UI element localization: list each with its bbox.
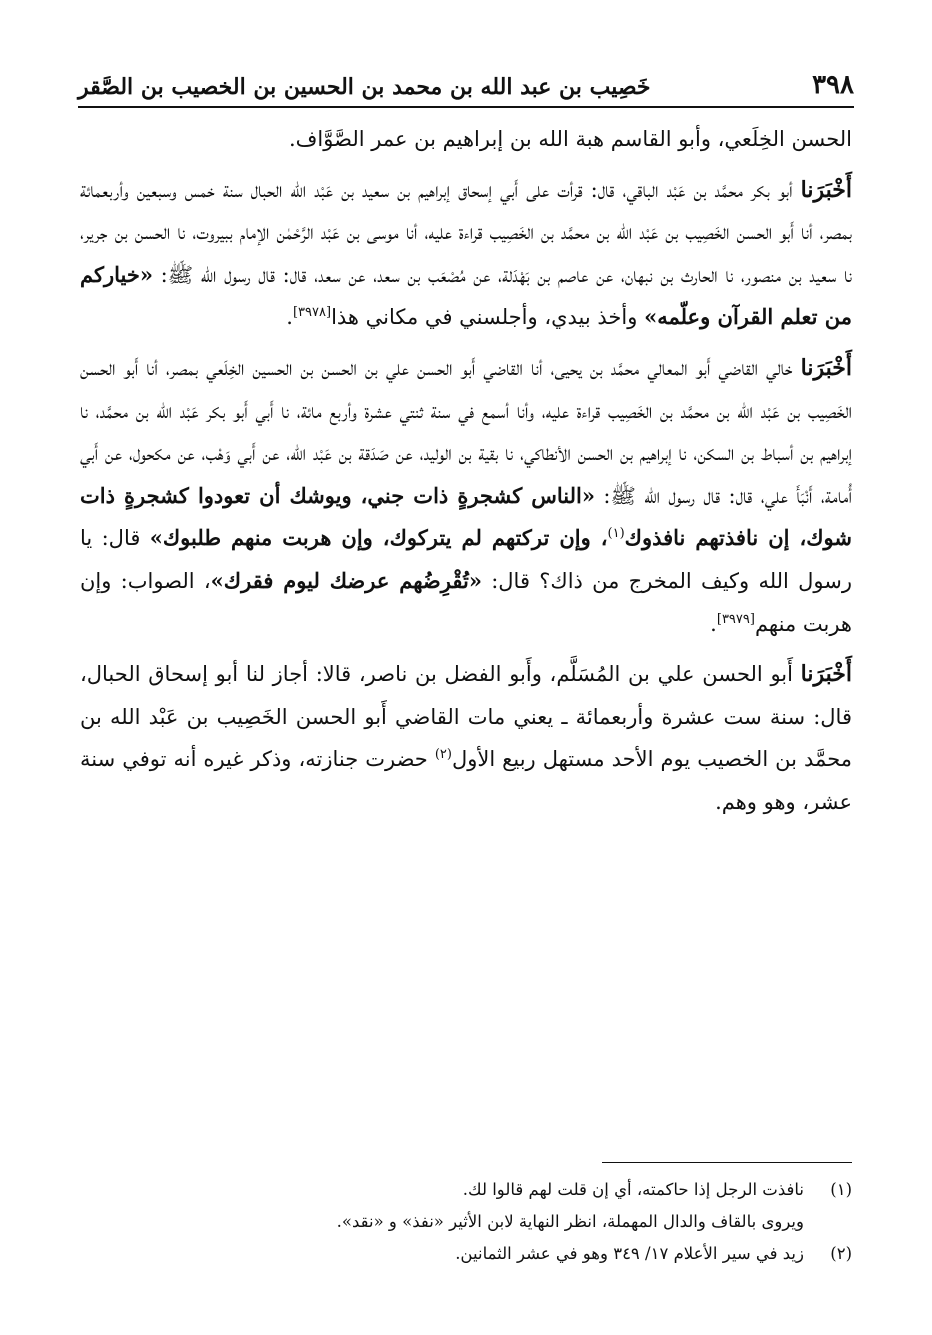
hadith-text-continued: ، وإن تركتهم لم يتركوك، وإن هربت منهم طلبوك» xyxy=(149,525,608,551)
footnote-number: (٢) xyxy=(830,1244,852,1263)
lead-word: أَخْبَرَنا xyxy=(800,176,852,203)
footnote-marker-1[interactable]: (١) xyxy=(607,526,625,542)
footnotes xyxy=(80,1174,852,1270)
isnad-text: أَبو الحسن علي بن المُسَلَّم، وأَبو الفضل بن ناصر، قالا: أجاز لنا أبو إسحاق الحبال، قال: سنة ست عشرة وأربعمائة ـ يعني مات القاضي أَبو الحسن الخَصِيب بن عَبْد الله بن محمَّد بن الخصيب يوم الأحد مستهل ربيع الأول xyxy=(80,662,852,772)
footnote-number: (١) xyxy=(830,1180,852,1199)
reference-number: [٣٩٧٩] xyxy=(716,611,755,627)
footnote-1-continuation: ويروى بالقاف والدال المهملة، انظر النهاية لابن الأثير «نفذ» و «نقد». xyxy=(336,1212,804,1231)
running-title: خَصِيب بن عبد الله بن محمد بن الحسين بن الخصيب بن الصَّقر xyxy=(78,74,651,100)
page-header xyxy=(78,56,854,100)
correction-text: ، الصواب: وإن هربت منهم xyxy=(80,568,852,636)
footnote-marker-2[interactable]: (٢) xyxy=(434,747,452,763)
footnote-2 xyxy=(80,1238,852,1270)
page-number: ٣٩٨ xyxy=(812,70,854,100)
narration-text: وأخذ بيدي، وأجلسني في مكاني هذا xyxy=(331,305,645,330)
header-rule xyxy=(78,106,854,108)
footnote-text: زيد في سير الأعلام ١٧/ ٣٤٩ وهو في عشر الثمانين. xyxy=(455,1244,804,1263)
paragraph-4 xyxy=(80,653,852,823)
lead-word: أَخْبَرَنا xyxy=(800,661,852,688)
paragraph-3 xyxy=(80,347,852,645)
main-text xyxy=(80,118,852,832)
isnad-text: أبو بكر محمَّد بن عَبْد الباقي، قال: قرأت على أَبي إسحاق إبراهيم بن سعيد بن عَبْد الله الحبال سنة خمس وسبعين وأربعمائة بمصر، أنا أَبو الحسن الخَصِيب بن عَبْد الله بن محمَّد بن الخَصِيب قراءة عليه، أنا موسى بن عَبْد الرَّحْمٰن الإمام ببيروت، نا الحسن بن جرير، نا سعيد بن منصور، نا الحارث بن نبهان، عن عاصم بن بَهْدَلة، عن مُصْعَب بن سعد، عن سعد، قال: قال رسول الله ﷺ: xyxy=(80,177,852,287)
isnad-text: خالي القاضي أَبو المعالي محمَّد بن يحيى، أنا القاضي أَبو الحسن علي بن الحسن بن الحسين الخِلَعي بمصر، أنا أَبو الحسن الخَصِيب بن عَبْد الله بن محمَّد بن الخَصِيب قراءة عليه، وأنا أسمع في سنة ثنتي عشرة وأربع مائة، نا أَبي أَبو بكر عَبْد الله بن محمَّد، نا إبراهيم بن أسباط بن السكن، نا إبراهيم بن الحسن الأنطاكي، نا بقية بن الوليد، عن صَدَقة بن عَبْد الله، عن أَبي وَهْب، عن مكحول، عن أَبي أُمامة، أَنْبَأَ علي، قال: قال رسول الله ﷺ: xyxy=(80,355,852,508)
lead-word: أَخْبَرَنا xyxy=(800,354,852,381)
reference-number: [٣٩٧٨] xyxy=(292,305,332,321)
hadith-text: «الناس كشجرةٍ ذات جني، ويوشك أن تعودوا كشجرةٍ ذات شوك، إن نافذتهم نافذوك xyxy=(80,482,852,551)
footnote-1 xyxy=(80,1174,852,1206)
footnote-text: نافذت الرجل إذا حاكمته، أي إن قلت لهم قالوا لك. xyxy=(462,1180,804,1199)
hadith-text: «خياركم من تعلم القرآن وعلّمه» xyxy=(80,261,852,330)
paragraph-1 xyxy=(80,118,852,161)
narration-text: قال: يا رسول الله وكيف المخرج من ذاك؟ قال: xyxy=(80,526,852,593)
punctuation: . xyxy=(710,611,717,636)
paragraph-1-text: الحسن الخِلَعي، وأبو القاسم هبة الله بن إبراهيم بن عمر الصَّوَّاف. xyxy=(288,127,852,151)
hadith-text-2: «تُقْرِضُهم عرضك ليوم فقرك» xyxy=(210,567,482,593)
punctuation: . xyxy=(286,305,293,330)
footnote-rule xyxy=(602,1162,852,1163)
narration-text: حضرت جنازته، وذكر غيره أنه توفي سنة عشر، وهو وهم. xyxy=(80,747,852,814)
paragraph-2 xyxy=(80,169,852,339)
